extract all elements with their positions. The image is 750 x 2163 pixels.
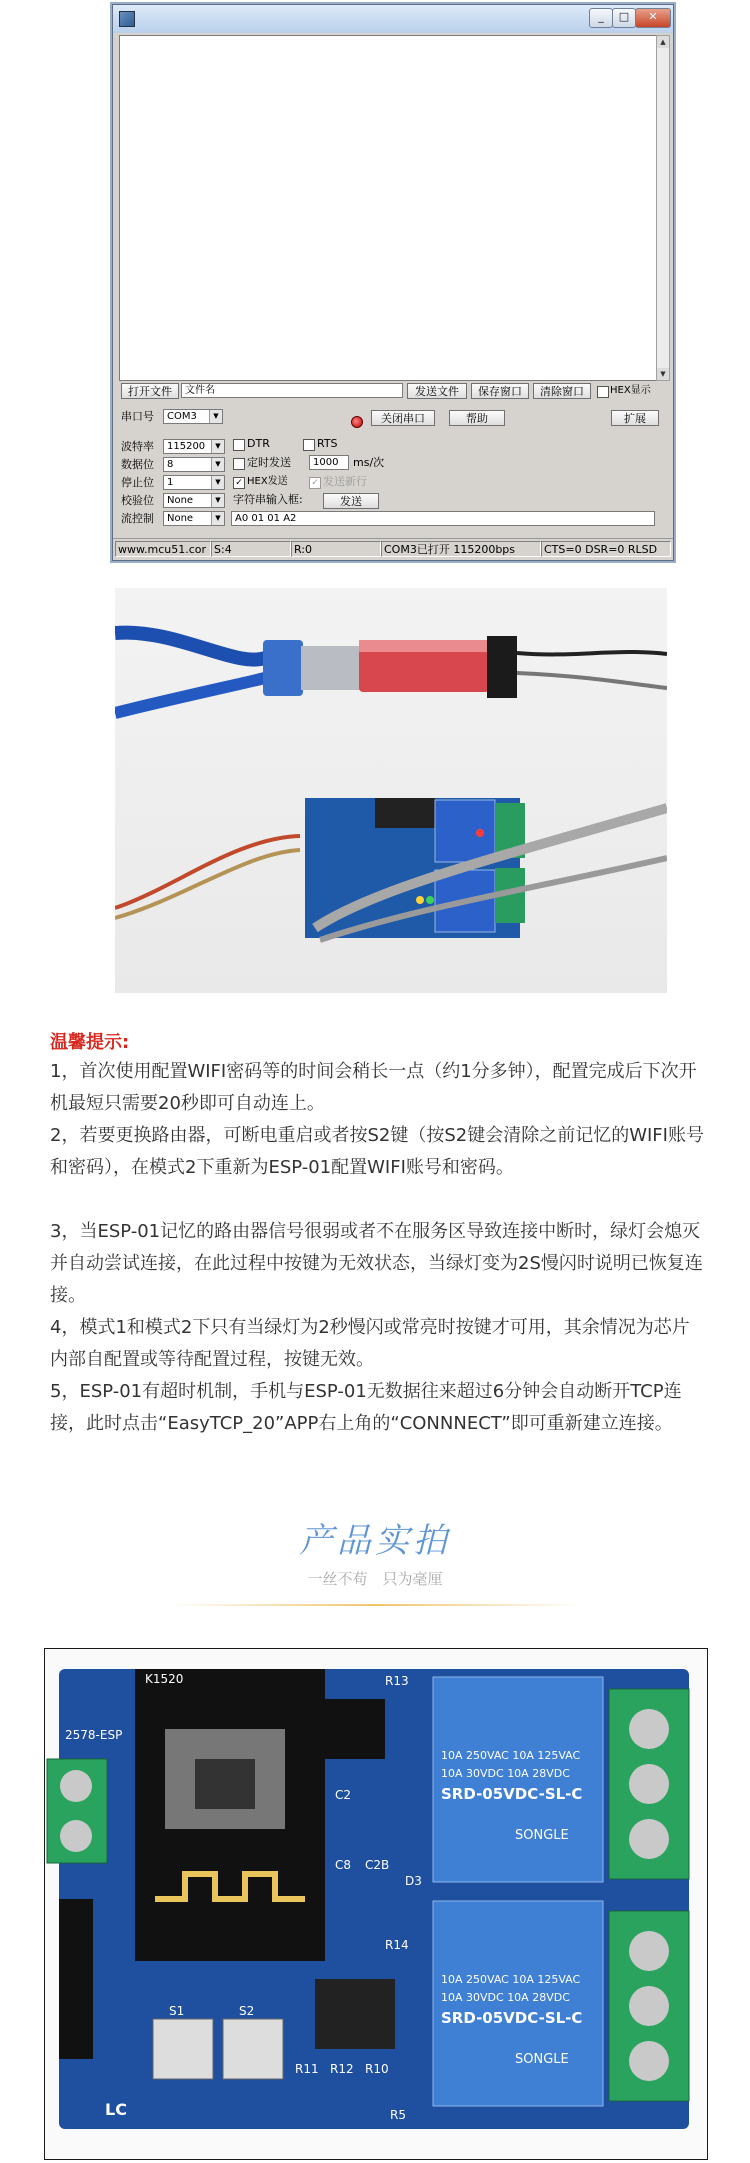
tip-item-1: 1，首次使用配置WIFI密码等的时间会稍长一点（约1分多钟），配置完成后下次开机最短只需要20秒即可自动连上。 — [50, 1061, 697, 1114]
relay1-rating-line2: 10A 30VDC 10A 28VDC — [441, 1767, 570, 1780]
status-send-count: S:4 — [211, 541, 291, 557]
port-select[interactable] — [163, 409, 223, 424]
chevron-down-icon: ▼ — [211, 476, 224, 489]
tip-item-2: 2，若要更换路由器，可断电重启或者按S2键（按S2键会清除之前记忆的WIFI账号和密码），在模式2下重新为ESP-01配置WIFI账号和密码。 — [50, 1125, 704, 1178]
rts-label: RTS — [317, 437, 338, 450]
section-subtitle: 一丝不苟 只为毫厘 — [307, 1570, 443, 1588]
c8-label: C8 — [335, 1858, 352, 1872]
status-bar — [113, 538, 673, 559]
c2-label: C2 — [335, 1788, 352, 1802]
s2-label: S2 — [239, 2004, 255, 2018]
hex-send-checkbox[interactable]: ✓ — [233, 477, 245, 489]
serial-tool-window — [112, 4, 674, 561]
send-input[interactable]: A0 01 01 A2 — [231, 511, 655, 526]
chevron-down-icon: ▼ — [211, 512, 224, 525]
close-port-button[interactable]: 关闭串口 — [371, 410, 435, 426]
r13-label: R13 — [385, 1674, 409, 1688]
interval-input[interactable]: 1000 — [309, 455, 349, 470]
chevron-down-icon: ▼ — [211, 458, 224, 471]
relay2-model: SRD-05VDC-SL-C — [441, 2009, 583, 2027]
board-model-label: K1520 — [145, 1672, 184, 1686]
status-signals: CTS=0 DSR=0 RLSD — [541, 541, 671, 557]
dtr-checkbox[interactable] — [233, 439, 245, 451]
relay1-rating-line1: 10A 250VAC 10A 125VAC — [441, 1749, 581, 1762]
data-bits-label: 数据位 — [121, 458, 154, 471]
r11-label: R11 — [295, 2062, 319, 2076]
port-status-led-icon — [351, 416, 363, 428]
tip-item-3: 3，当ESP-01记忆的路由器信号很弱或者不在服务区导致连接中断时，绿灯会熄灭并自动尝试连接，在此过程中按键为无效状态，当绿灯变为2S慢闪时说明已恢复连接。 — [50, 1221, 703, 1306]
minimize-button[interactable]: _ — [589, 8, 613, 28]
receive-scrollbar[interactable] — [656, 35, 670, 381]
timed-send-label: 定时发送 — [247, 456, 291, 469]
app-icon — [119, 11, 135, 27]
tips-title: 温馨提示: — [50, 1032, 130, 1053]
chevron-down-icon: ▼ — [209, 410, 222, 423]
parity-label: 校验位 — [121, 494, 154, 507]
receive-text-area[interactable] — [119, 35, 657, 381]
send-newline-checkbox[interactable]: ✓ — [309, 477, 321, 489]
baud-select-value: 115200 — [167, 441, 206, 452]
s1-label: S1 — [169, 2004, 185, 2018]
send-newline-label: 发送新行 — [323, 475, 367, 488]
clear-window-button[interactable]: 清除窗口 — [533, 383, 591, 399]
timed-send-checkbox[interactable] — [233, 458, 245, 470]
interval-unit-label: ms/次 — [353, 456, 385, 469]
port-select-value: COM3 — [167, 411, 197, 422]
r5-label: R5 — [390, 2108, 406, 2122]
expand-button[interactable]: 扩展 — [611, 410, 659, 426]
d3-label: D3 — [405, 1874, 422, 1888]
relay-board-illustration — [45, 1649, 707, 2159]
title-bar — [113, 5, 673, 33]
maximize-button[interactable]: □ — [612, 8, 636, 28]
relay2-rating-line2: 10A 30VDC 10A 28VDC — [441, 1991, 570, 2004]
scroll-up-icon[interactable]: ▲ — [657, 36, 669, 48]
tip-item-5: 5，ESP-01有超时机制，手机与ESP-01无数据往来超过6分钟会自动断开TCP连接，此时点击“EasyTCP_20”APP右上角的“CONNNECT”即可重新建立连接。 — [50, 1381, 682, 1434]
flow-control-label: 流控制 — [121, 512, 154, 525]
dtr-label: DTR — [247, 437, 270, 450]
relay2-rating-line1: 10A 250VAC 10A 125VAC — [441, 1973, 581, 1986]
chevron-down-icon: ▼ — [211, 494, 224, 507]
char-input-label: 字符串输入框: — [233, 493, 303, 506]
hex-send-label: HEX发送 — [247, 476, 288, 487]
parity-select-value: None — [167, 495, 194, 506]
hex-display-label: HEX显示 — [610, 385, 651, 396]
close-button[interactable]: ✕ — [635, 8, 671, 28]
send-file-button[interactable]: 发送文件 — [407, 383, 467, 399]
data-bits-select[interactable] — [163, 457, 225, 472]
chevron-down-icon: ▼ — [211, 440, 224, 453]
open-file-button[interactable]: 打开文件 — [121, 383, 179, 399]
baud-label: 波特率 — [121, 440, 154, 453]
section-divider — [170, 1604, 580, 1606]
data-bits-select-value: 8 — [167, 459, 174, 470]
r12-label: R12 — [330, 2062, 354, 2076]
status-receive-count: R:0 — [291, 541, 381, 557]
relay1-model: SRD-05VDC-SL-C — [441, 1785, 583, 1803]
board-variant-label: 2578-ESP — [65, 1728, 123, 1742]
relay1-brand: SONGLE — [515, 1828, 569, 1843]
usb-connection-illustration — [115, 588, 667, 993]
relay2-brand: SONGLE — [515, 2052, 569, 2067]
stop-bits-label: 停止位 — [121, 476, 154, 489]
flow-control-select-value: None — [167, 513, 194, 524]
flow-control-select[interactable] — [163, 511, 225, 526]
section-title: 产品实拍 — [299, 1521, 451, 1561]
tip-item-4: 4，模式1和模式2下只有当绿灯为2秒慢闪或常亮时按键才可用，其余情况为芯片内部自配置或等待配置过程，按键无效。 — [50, 1317, 690, 1370]
parity-select[interactable] — [163, 493, 225, 508]
status-site: www.mcu51.cor — [115, 541, 211, 557]
product-photo-board — [44, 1648, 708, 2160]
hex-display-checkbox[interactable] — [597, 386, 609, 398]
stop-bits-select-value: 1 — [167, 477, 174, 488]
save-window-button[interactable]: 保存窗口 — [471, 383, 529, 399]
rts-checkbox[interactable] — [303, 439, 315, 451]
r14-label: R14 — [385, 1938, 409, 1952]
help-button[interactable]: 帮助 — [449, 410, 505, 426]
scroll-down-icon[interactable]: ▼ — [657, 368, 669, 380]
baud-select[interactable] — [163, 439, 225, 454]
send-button[interactable]: 发送 — [323, 493, 379, 509]
status-port-state: COM3已打开 115200bps — [381, 541, 541, 557]
file-name-field[interactable]: 文件名 — [181, 383, 403, 398]
stop-bits-select[interactable] — [163, 475, 225, 490]
port-label: 串口号 — [121, 410, 154, 423]
lc-logo-label: LC — [105, 2100, 127, 2119]
r10-label: R10 — [365, 2062, 389, 2076]
c2b-label: C2B — [365, 1858, 390, 1872]
product-photo-usb-connection — [115, 588, 667, 993]
